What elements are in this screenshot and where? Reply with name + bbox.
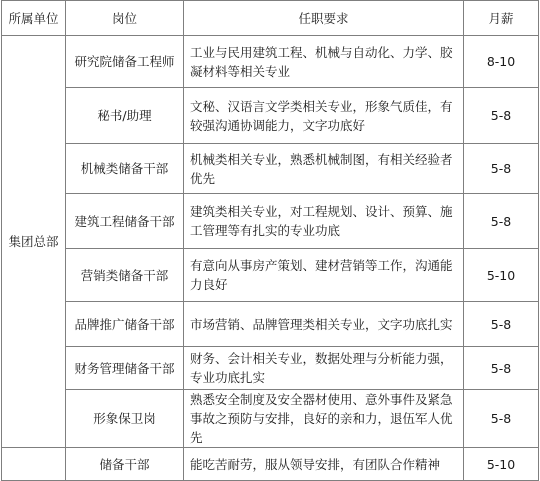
salary-cell: 5-8	[464, 347, 539, 390]
requirements-cell: 建筑类相关专业，对工程规划、设计、预算、施工管理等有扎实的专业功底	[184, 194, 464, 249]
table-row	[2, 36, 539, 88]
position-cell: 储备干部	[66, 448, 184, 481]
position-cell: 品牌推广储备干部	[66, 302, 184, 347]
requirements-cell: 熟悉安全制度及安全器材使用、意外事件及紧急事故之预防与安排，良好的亲和力，退伍军人优先	[184, 390, 464, 448]
salary-cell: 5-8	[464, 390, 539, 448]
table-row	[2, 390, 539, 448]
position-cell: 建筑工程储备干部	[66, 194, 184, 249]
salary-cell: 5-10	[464, 249, 539, 302]
salary-cell: 8-10	[464, 36, 539, 88]
salary-cell: 5-8	[464, 302, 539, 347]
position-cell: 机械类储备干部	[66, 144, 184, 194]
table-row	[2, 347, 539, 390]
salary-cell: 5-8	[464, 194, 539, 249]
requirements-cell: 工业与民用建筑工程、机械与自动化、力学、胶凝材料等相关专业	[184, 36, 464, 88]
table-row	[2, 302, 539, 347]
table-row	[2, 194, 539, 249]
requirements-cell: 有意向从事房产策划、建材营销等工作，沟通能力良好	[184, 249, 464, 302]
recruitment-table	[1, 0, 539, 481]
table-header-row	[2, 1, 539, 36]
department-cell-empty	[2, 448, 66, 481]
requirements-cell: 文秘、汉语言文学类相关专业，形象气质佳，有较强沟通协调能力，文字功底好	[184, 88, 464, 144]
header-salary: 月薪	[464, 1, 539, 36]
position-cell: 财务管理储备干部	[66, 347, 184, 390]
position-cell: 营销类储备干部	[66, 249, 184, 302]
salary-cell: 5-8	[464, 88, 539, 144]
table-row	[2, 144, 539, 194]
requirements-cell: 财务、会计相关专业，数据处理与分析能力强，专业功底扎实	[184, 347, 464, 390]
salary-cell: 5-8	[464, 144, 539, 194]
header-requirements: 任职要求	[184, 1, 464, 36]
requirements-cell: 能吃苦耐劳，服从领导安排，有团队合作精神	[184, 448, 464, 481]
department-cell: 集团总部	[2, 36, 66, 448]
salary-cell: 5-10	[464, 448, 539, 481]
table-row	[2, 88, 539, 144]
position-cell: 研究院储备工程师	[66, 36, 184, 88]
position-cell: 秘书/助理	[66, 88, 184, 144]
header-unit: 所属单位	[2, 1, 66, 36]
requirements-cell: 市场营销、品牌管理类相关专业，文字功底扎实	[184, 302, 464, 347]
table-row	[2, 249, 539, 302]
header-position: 岗位	[66, 1, 184, 36]
requirements-cell: 机械类相关专业，熟悉机械制图，有相关经验者优先	[184, 144, 464, 194]
position-cell: 形象保卫岗	[66, 390, 184, 448]
table-row	[2, 448, 539, 481]
